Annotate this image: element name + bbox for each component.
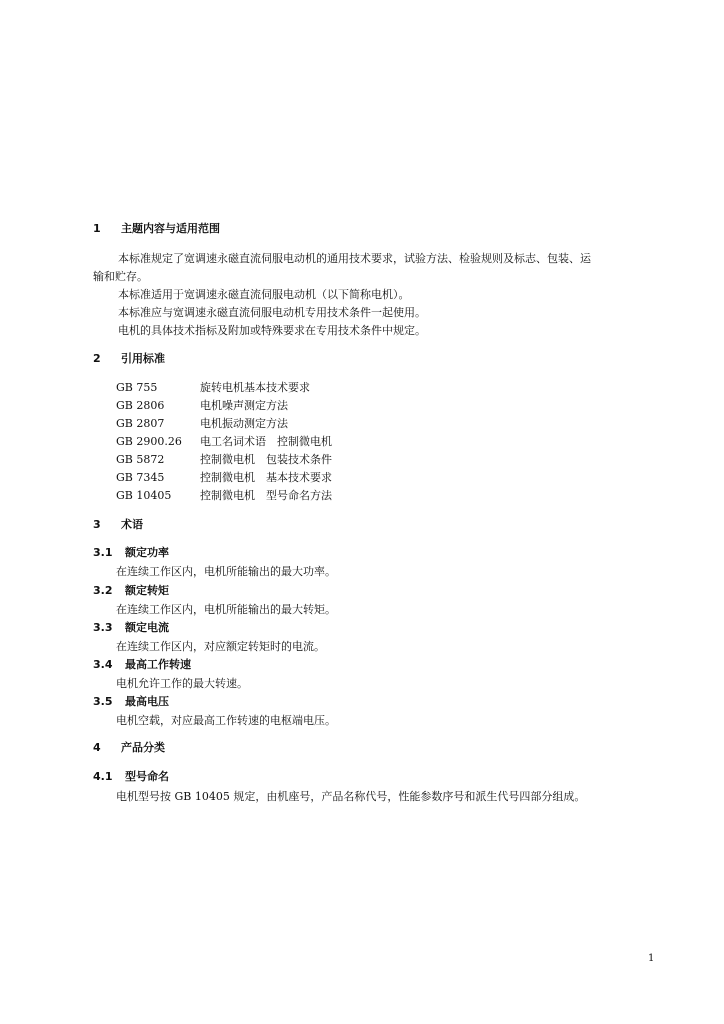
s1-para1-line1: 本标准规定了宽调速永磁直流伺服电动机的通用技术要求，试验方法、检验规则及标志、包装、运 — [118, 252, 591, 265]
s1-para3: 本标准应与宽调速永磁直流伺服电动机专用技术条件一起使用。 — [118, 306, 426, 319]
page-number: 1 — [648, 953, 655, 964]
section-number: 3 — [93, 518, 101, 531]
section-number: 2 — [93, 352, 101, 365]
section-title: 主题内容与适用范围 — [121, 222, 220, 235]
ref-title: 控制微电机 基本技术要求 — [200, 471, 332, 484]
s1-para1-line2: 输和贮存。 — [93, 270, 148, 283]
ref-code: GB 5872 — [116, 453, 165, 466]
term-3-5-heading — [93, 695, 169, 709]
term-3-1-heading — [93, 546, 169, 560]
ref-code: GB 755 — [116, 381, 158, 394]
section-number: 4 — [93, 741, 101, 754]
ref-title: 旋转电机基本技术要求 — [200, 381, 310, 394]
section-number: 1 — [93, 222, 101, 235]
section-title: 引用标准 — [121, 352, 165, 365]
ref-title: 控制微电机 型号命名方法 — [200, 489, 332, 502]
section-1-heading — [93, 222, 220, 236]
term-3-4-text: 电机允许工作的最大转速。 — [116, 677, 248, 690]
ref-title: 控制微电机 包装技术条件 — [200, 453, 332, 466]
ref-code: GB 7345 — [116, 471, 165, 484]
ref-code: GB 2900.26 — [116, 435, 182, 448]
s1-para4: 电机的具体技术指标及附加或特殊要求在专用技术条件中规定。 — [118, 324, 426, 337]
term-3-2-heading — [93, 584, 169, 598]
term-number: 3.4 — [93, 658, 113, 671]
section-3-heading — [93, 518, 143, 532]
ref-code: GB 2807 — [116, 417, 165, 430]
item-number: 4.1 — [93, 770, 113, 783]
item-title: 型号命名 — [125, 770, 169, 783]
ref-title: 电机噪声测定方法 — [200, 399, 288, 412]
term-number: 3.5 — [93, 695, 113, 708]
term-3-5-text: 电机空载，对应最高工作转速的电枢端电压。 — [116, 714, 336, 727]
section-2-heading — [93, 352, 165, 366]
term-title: 额定转矩 — [125, 584, 169, 597]
section-4-heading — [93, 741, 165, 755]
item-4-1-heading — [93, 770, 169, 784]
term-3-3-heading — [93, 621, 169, 635]
ref-title: 电机振动测定方法 — [200, 417, 288, 430]
term-3-4-heading — [93, 658, 191, 672]
term-number: 3.2 — [93, 584, 113, 597]
term-3-2-text: 在连续工作区内，电机所能输出的最大转矩。 — [116, 603, 336, 616]
term-title: 最高电压 — [125, 695, 169, 708]
section-title: 术语 — [121, 518, 143, 531]
section-title: 产品分类 — [121, 741, 165, 754]
term-number: 3.3 — [93, 621, 113, 634]
term-title: 额定电流 — [125, 621, 169, 634]
ref-title: 电工名词术语 控制微电机 — [200, 435, 332, 448]
s1-para2: 本标准适用于宽调速永磁直流伺服电动机（以下简称电机）。 — [118, 288, 410, 301]
ref-code: GB 10405 — [116, 489, 172, 502]
ref-code: GB 2806 — [116, 399, 165, 412]
term-title: 最高工作转速 — [125, 658, 191, 671]
term-3-1-text: 在连续工作区内，电机所能输出的最大功率。 — [116, 565, 336, 578]
term-title: 额定功率 — [125, 546, 169, 559]
term-3-3-text: 在连续工作区内，对应额定转矩时的电流。 — [116, 640, 325, 653]
term-number: 3.1 — [93, 546, 113, 559]
item-4-1-text: 电机型号按 GB 10405 规定，由机座号，产品名称代号，性能参数序号和派生代号四部分组成。 — [116, 790, 586, 803]
